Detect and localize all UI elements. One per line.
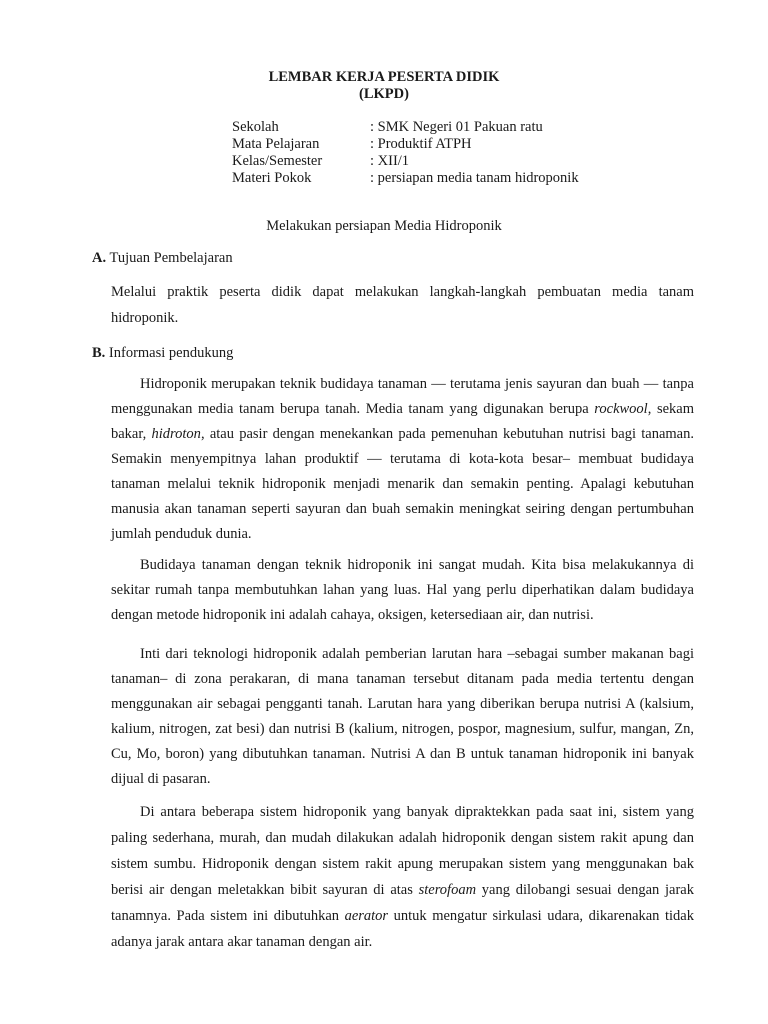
section-b-paragraph-4 (111, 799, 694, 955)
document-title-abbrev: (LKPD) (359, 86, 409, 102)
section-letter: A. (92, 250, 107, 266)
info-row-mata-pelajaran (232, 136, 579, 153)
info-row-sekolah (232, 119, 579, 136)
text-run: , atau pasir dengan menekankan pada pemenuhan kebutuhan nutrisi bagi tanaman. Semakin menyempitnya lahan produktif — terutama di kota-kota besar– membuat budidaya tanaman melalui teknik hidroponik menjadi menarik dan semakin penting. Apalagi kebutuhan manusia akan tanaman seperti sayuran dan buah semakin meningkat seiring dengan pertumbuhan jumlah penduduk dunia. (111, 426, 694, 542)
section-heading-text: Tujuan Pembelajaran (109, 250, 233, 266)
section-a-paragraph: Melalui praktik peserta didik dapat melakukan langkah-langkah pembuatan media tanam hidroponik. (111, 284, 694, 326)
text-run: untuk mengatur sirkulasi udara, dikarenakan tidak adanya jarak antara akar tanaman dengan air. (111, 908, 694, 950)
info-value: : persiapan media tanam hidroponik (370, 170, 579, 186)
info-label: Kelas/Semester (232, 153, 323, 169)
info-label: Mata Pelajaran (232, 136, 320, 152)
section-letter: B. (92, 345, 106, 361)
text-run: Hidroponik merupakan teknik budidaya tanaman — terutama jenis sayuran dan buah — tanpa menggunakan media tanam berupa tanah. Media tanam yang digunakan berupa (111, 376, 694, 417)
info-table (232, 119, 579, 187)
italic-term: aerator (344, 908, 389, 924)
info-value: : Produktif ATPH (370, 136, 472, 152)
document-subtitle: Melakukan persiapan Media Hidroponik (266, 218, 502, 234)
info-row-kelas-semester (232, 153, 579, 170)
section-a-heading (92, 250, 233, 267)
info-value: : XII/1 (370, 153, 410, 169)
section-heading-text: Informasi pendukung (108, 345, 234, 361)
info-row-materi-pokok (232, 170, 579, 187)
section-b-paragraph-3: Inti dari teknologi hidroponik adalah pemberian larutan hara –sebagai sumber makanan bagi tanaman– di zona perakaran, di mana tanaman tersebut ditanam pada media tertentu dengan menggunakan air sebagai pengganti tanah. Larutan hara yang diberikan berupa nutrisi A (kalsium, kalium, nitrogen, zat besi) dan nutrisi B (kalium, nitrogen, pospor, magnesium, sulfur, mangan, Zn, Cu, Mo, boron) yang dibutuhkan tanaman. Nutrisi A dan B untuk tanaman hidroponik ini banyak dijual di pasaran. (111, 646, 694, 787)
text-run: Di antara beberapa sistem hidroponik yang banyak dipraktekkan pada saat ini, sistem yang paling sederhana, murah, dan mudah dilakukan adalah hidroponik dengan sistem rakit apung dan sistem sumbu. Hidroponik dengan sistem rakit apung merupakan sistem yang menggunakan bak berisi air dengan meletakkan bibit sayuran di atas (111, 804, 694, 898)
document-title: LEMBAR KERJA PESERTA DIDIK (268, 69, 500, 85)
italic-term: rockwool (594, 401, 648, 417)
italic-term: sterofoam (418, 882, 477, 898)
italic-term: hidroton (151, 426, 201, 442)
section-b-paragraph-2: Budidaya tanaman dengan teknik hidroponik ini sangat mudah. Kita bisa melakukannya di sekitar rumah tanpa membutuhkan lahan yang luas. Hal yang perlu diperhatikan dalam budidaya dengan metode hidroponik ini adalah cahaya, oksigen, ketersediaan air, dan nutrisi. (111, 557, 694, 623)
text-run: yang dilobangi sesuai dengan jarak tanamnya. Pada sistem ini dibutuhkan (111, 882, 694, 924)
section-b-paragraph-1 (111, 372, 694, 547)
section-b-heading (92, 345, 233, 362)
info-label: Sekolah (232, 119, 279, 135)
info-value: : SMK Negeri 01 Pakuan ratu (370, 119, 543, 135)
text-run: , sekam bakar, (111, 401, 694, 442)
info-label: Materi Pokok (232, 170, 312, 186)
